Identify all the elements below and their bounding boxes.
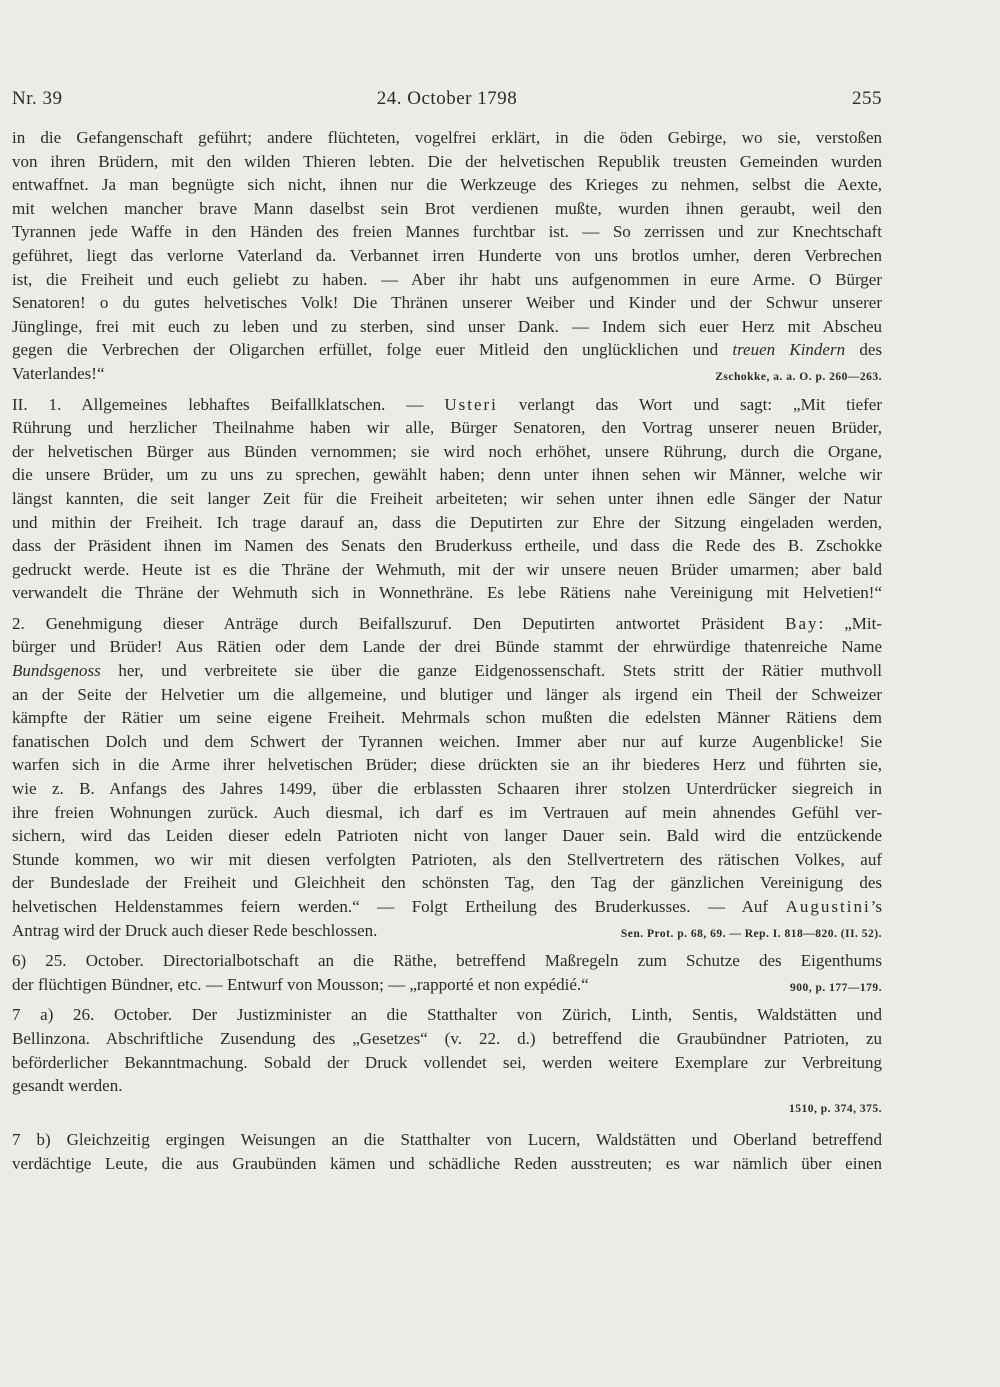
text-line: Senatoren! o du gutes helvetisches Volk! Die Thränen unserer Weiber und Kinder und der Schwur unserer (12, 293, 882, 313)
source-citation: 1510, p. 374, 375. (788, 1102, 882, 1115)
page-header (12, 88, 882, 112)
text-line: kämpfte der Rätier um seine eigene Freiheit. Mehrmals schon mußten die edelsten Männer Rätiens dem (12, 708, 882, 728)
text-line: Rührung und herzlicher Theilnahme haben wir alle, Bürger Senatoren, den Vortrag unserer neuen Brüder, (12, 418, 882, 438)
text-line: Jünglinge, frei mit euch zu leben und zu sterben, sind unser Dank. — Indem sich euer Herz mit Abscheu (12, 316, 882, 336)
text-fragment: her, und verbreitete sie über die ganze Eidgenossenschaft. Stets stritt der Rätier muthvoll (118, 661, 882, 681)
source-citation: Zschokke, a. a. O. p. 260—263. (715, 370, 882, 383)
text-fragment: Vaterlandes!“ (12, 363, 105, 383)
issue-date: 24. October 1798 (376, 88, 518, 109)
text-fragment: : „Mit- (818, 613, 883, 633)
italic-phrase: Bundsgenoss (12, 661, 101, 681)
paragraph-usteri (12, 393, 882, 605)
text-line: gedruckt werde. Heute ist es die Thräne der Wehmuth, mit der wir unsere neuen Brüder umarmen; aber bald (12, 559, 882, 579)
text-line: mit welchen mancher brave Mann daselbst sein Brot verdienen mußte, wurden ihnen geraubt, weil den (12, 198, 882, 218)
text-line: wie z. B. Anfangs des Jahres 1499, über die erblassten Schaaren ihrer stolzen Unterdrücker siegreich in (12, 779, 882, 799)
text-line: bürger und Brüder! Aus Rätien oder dem Lande der drei Bünde stammt der ehrwürdige thatenreiche Name (12, 637, 882, 657)
text-line: warfen sich in die Arme ihrer helvetischen Brüder; diese drückten sie an ihr biederes Herz und führten sie, (12, 755, 882, 775)
text-fragment: verlangt das Wort und sagt: „Mit tiefer (518, 394, 883, 414)
text-line: sichern, wird das Leiden dieser edeln Patrioten nicht von langer Dauer sein. Bald wird die entzückende (12, 826, 882, 846)
source-citation: Sen. Prot. p. 68, 69. — Rep. I. 818—820. (II. 52). (620, 927, 882, 940)
paragraph-bay (12, 612, 882, 942)
text-line: Tyrannen jede Waffe in den Händen des freien Mannes furchtbar ist. — So zerrissen und zur Knechtschaft (12, 222, 882, 242)
text-line (12, 393, 882, 417)
text-fragment: des (859, 340, 882, 360)
paragraph-directorial (12, 949, 882, 996)
text-line (12, 338, 882, 362)
text-line: 7 a) 26. October. Der Justizminister an die Statthalter von Zürich, Linth, Sentis, Waldstätten und (12, 1005, 882, 1025)
person-name: Augustini (785, 897, 871, 916)
text-line: gesandt werden. (12, 1076, 123, 1096)
text-line (12, 612, 882, 636)
text-line: fanatischen Dolch und dem Schwert der Tyrannen weichen. Immer aber nur auf kurze Augenblicke! Sie (12, 731, 882, 751)
text-line: in die Gefangenschaft geführt; andere flüchteten, vogelfrei erklärt, in die öden Gebirge, wo sie, verstoßen (12, 128, 882, 147)
text-line: von ihren Brüdern, mit den wilden Thieren lebten. Die der helvetischen Republik treusten Gemeinden wurden (12, 151, 882, 171)
text-line: entwaffnet. Ja man begnügte sich nicht, ihnen nur die Werkzeuge des Krieges zu nehmen, selbst die Aexte, (12, 175, 882, 195)
text-line: und mithin der Freiheit. Ich trage darauf an, dass die Deputirten zur Ehre der Sitzung eingeladen werden, (12, 512, 882, 532)
text-fragment: gegen die Verbrechen der Oligarchen erfüllet, folge euer Mitleid den unglücklichen und (12, 340, 719, 360)
text-line: Bellinzona. Abschriftliche Zusendung des „Gesetzes“ (v. 22. d.) betreffend die Graubündner Patrioten, zu (12, 1028, 882, 1048)
text-line: beförderlicher Bekanntmachung. Sobald der Druck vollendet sei, werden weitere Exemplare zur Verbreitung (12, 1052, 882, 1072)
text-line: verdächtige Leute, die aus Graubünden kämen und schädliche Reden ausstreuten; es war nämlich über einen (12, 1153, 882, 1173)
source-citation: 900, p. 177—179. (789, 981, 882, 994)
text-line: ihre freien Wohnungen zurück. Auch diesmal, ich darf es im Vertrauen auf mein ahnendes Gefühl ver- (12, 802, 882, 822)
text-line (12, 362, 882, 386)
page-number: 255 (852, 88, 882, 109)
text-line (12, 919, 882, 943)
issue-number: Nr. 39 (12, 88, 63, 109)
text-line: längst kannten, die seit langer Zeit für die Freiheit arbeiteten; wir sehen unter ihnen edle Sänger der Natur (12, 488, 882, 508)
text-fragment: helvetischen Heldenstammes feiern werden.“ — Folgt Ertheilung des Bruderkusses. — Auf (12, 897, 769, 916)
person-name: Usteri (444, 394, 498, 414)
paragraph-speech-end (12, 126, 882, 386)
text-fragment: 2. Genehmigung dieser Anträge durch Beifallszuruf. Den Deputirten antwortet Präsident (12, 613, 765, 633)
text-fragment: Antrag wird der Druck auch dieser Rede beschlossen. (12, 920, 378, 940)
person-name: Bay (785, 613, 819, 633)
text-line: dass der Präsident ihnen im Namen des Senats den Bruderkuss ertheile, und dass die Rede des B. Zschokke (12, 536, 882, 556)
text-line: ist, die Freiheit und euch geliebt zu haben. — Aber ihr habt uns aufgenommen in eure Arme. O Bürger (12, 269, 882, 289)
text-line: Stunde kommen, wo wir mit diesen verfolgten Patrioten, als den Stellvertretern des rätischen Volkes, auf (12, 849, 882, 869)
text-line: geführet, liegt das verlorne Vaterland da. Verbannet irren Hunderte von uns brotlos umher, deren Verbrechen (12, 245, 882, 265)
text-fragment: II. 1. Allgemeines lebhaftes Beifallklatschen. — (12, 394, 424, 414)
text-line: verwandelt die Thräne der Wehmuth sich in Wonnethräne. Es lebe Rätiens nahe Vereinigung mit Helvetien!“ (12, 583, 882, 603)
text-fragment: der flüchtigen Bündner, etc. — Entwurf von Mousson; — „rapporté et non expédié.“ (12, 974, 589, 994)
text-line: der helvetischen Bürger aus Bünden vernommen; sie wird noch erhöhet, unsere Rührung, durch die Organe, (12, 441, 882, 461)
body-text (12, 126, 882, 1176)
text-line (12, 973, 882, 997)
text-line: 6) 25. October. Directorialbotschaft an die Räthe, betreffend Maßregeln zum Schutze des Eigenthums (12, 951, 882, 971)
paragraph-justice-minister (12, 1003, 882, 1121)
text-fragment: ’s (870, 897, 883, 916)
text-line: 7 b) Gleichzeitig ergingen Weisungen an die Statthalter von Lucern, Waldstätten und Oberland betreffend (12, 1130, 882, 1150)
paragraph-instructions (12, 1128, 882, 1175)
text-line (12, 895, 882, 919)
text-line: die unsere Brüder, um zu uns zu sprechen, gewählt haben; denn unter ihnen sehen wir Männer, welche wir (12, 465, 882, 485)
text-line: der Bundeslade der Freiheit und Gleichheit den schönsten Tag, den Tag der gänzlichen Vereinigung des (12, 873, 882, 893)
text-line: an der Seite der Helvetier um die allgemeine, und blutiger und länger als irgend ein Theil der Schweizer (12, 684, 882, 704)
text-line (12, 659, 882, 683)
italic-phrase: treuen Kindern (732, 340, 846, 360)
